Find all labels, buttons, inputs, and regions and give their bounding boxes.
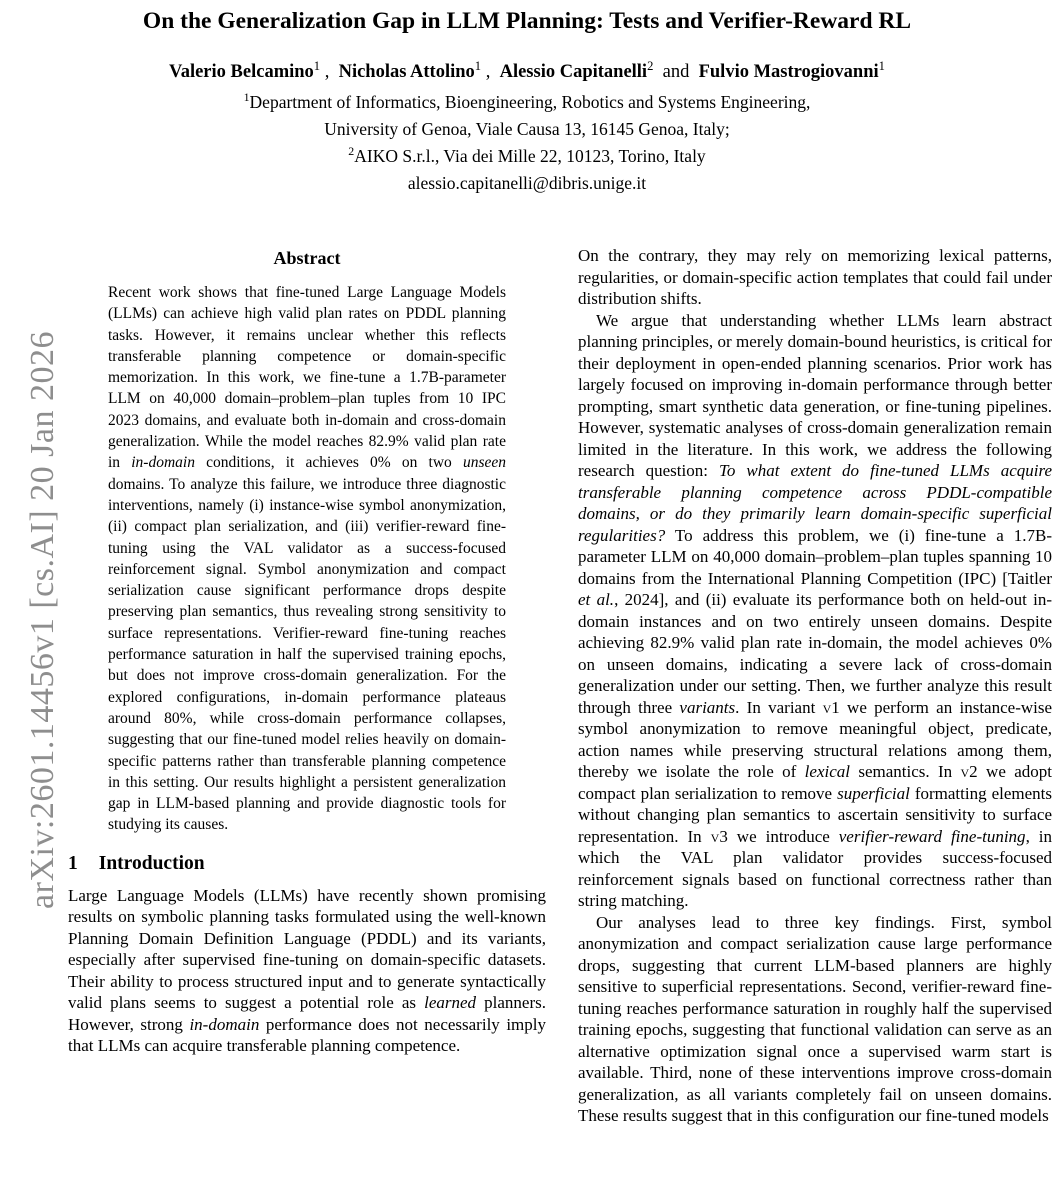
section-number: 1: [68, 852, 78, 874]
authors-line: Valerio Belcamino$^1$ , Nicholas Attolino$^1$ , Alessio Capitanelli$^2$ and Fulvio Mastrogiovanni$^1$: [169, 58, 885, 82]
paper-title: On the Generalization Gap in LLM Planning: Tests and Verifier-Reward RL: [142, 8, 912, 34]
affiliation-2: University of Genoa, Viale Causa 13, 16145 Genoa, Italy;: [324, 119, 730, 139]
contact-email: alessio.capitanelli@dibris.unige.it: [407, 173, 647, 193]
abstract-heading: Abstract: [273, 248, 341, 268]
arxiv-watermark: arXiv:2601.14456v1 [cs.AI] 20 Jan 2026: [24, 330, 61, 910]
paper-header: [0, 0, 1054, 197]
abstract-body: Recent work shows that fine-tuned Large Language Models (LLMs) can achieve high valid plan rates on PDDL planning tasks. However, it remains unclear whether this reflects transferable planning competence or domain-specific memorization. In this work, we fine-tune a 1.7B-parameter LLM on 40,000 domain–problem–plan tuples from 10 IPC 2023 domains, and evaluate both in-domain and cross-domain generalization. While the model reaches 82.9% valid plan rate in in-domain conditions, it achieves 0% on two unseen domains. To analyze this failure, we introduce three diagnostic interventions, namely (i) instance-wise symbol anonymization, (ii) compact plan serialization, and (iii) verifier-reward fine-tuning using the VAL validator as a success-focused reinforcement signal. Symbol anonymization and compact serialization cause significant performance drops despite preserving plan semantics, thus revealing strong sensitivity to surface representations. Verifier-reward fine-tuning reaches performance saturation in half the supervised training epochs, but does not improve cross-domain generalization. For the explored configurations, in-domain performance plateaus around 80%, while cross-domain performance collapses, suggesting that our fine-tuned model relies heavily on domain-specific patterns rather than transferable planning competence in this setting. Our results highlight a persistent generalization gap in LLM-based planning and provide diagnostic tools for studying its causes.: [108, 284, 506, 834]
affiliations-block: [0, 89, 1054, 197]
right-column: [578, 245, 1052, 1127]
section-heading-introduction: [68, 853, 546, 875]
section-title: Introduction: [98, 852, 205, 874]
two-column-body: [68, 245, 1052, 1127]
right-paragraph-2: We argue that understanding whether LLMs learn abstract planning principles, or merely domain-bound heuristics, is critical for their deployment in open-ended planning scenarios. Prior work has largely focused on improving in-domain performance through better prompting, smart synthetic data generation, or fine-tuning pipelines. However, systematic analyses of cross-domain generalization remain limited in the literature. In this work, we address the following research question: To what extent do fine-tuned LLMs acquire transferable planning competence across PDDL-compatible domains, or do they primarily learn domain-specific superficial regularities? To address this problem, we (i) fine-tune a 1.7B-parameter LLM on 40,000 domain–problem–plan tuples spanning 10 domains from the International Planning Competition (IPC) [Taitler et al., 2024], and (ii) evaluate its performance both on held-out in-domain instances and on two entirely unseen domains. Despite achieving 82.9% valid plan rate in-domain, the model achieves 0% on unseen domains, indicating a severe lack of cross-domain generalization under our setting. Then, we further analyze this result through three variants. In variant v1 we perform an instance-wise symbol anonymization to remove meaningful object, predicate, action names while preserving structural relations among them, thereby we isolate the role of lexical semantics. In v2 we adopt compact plan serialization to remove superficial formatting elements without changing plan semantics to ascertain sensitivity to surface representation. In v3 we introduce verifier-reward fine-tuning, in which the VAL plan validator provides success-focused reinforcement signals based on functional correctness rather than string matching.: [578, 310, 1053, 910]
left-column: [68, 245, 546, 1127]
right-paragraph-3: Our analyses lead to three key findings. First, symbol anonymization and compact serialization cause large performance drops, suggesting that current LLM-based planners are highly sensitive to superficial representations. Second, verifier-reward fine-tuning reaches performance saturation in roughly half the supervised training epochs, suggesting that functional validation can serve as an alternative optimization signal once a supervised warm start is available. Third, none of these interventions improve cross-domain generalization, as all variants completely fail on unseen domains. These results suggest that in this configuration our fine-tuned models: [578, 912, 1052, 1125]
affiliation-3: $^2$AIKO S.r.l., Via dei Mille 22, 10123, Torino, Italy: [348, 144, 706, 166]
affiliation-1: $^1$Department of Informatics, Bioengineering, Robotics and Systems Engineering,: [243, 90, 811, 112]
introduction-paragraph: Large Language Models (LLMs) have recently shown promising results on symbolic planning tasks formulated using the well-known Planning Domain Definition Language (PDDL) and its variants, especially after supervised fine-tuning on domain-specific datasets. Their ability to process structured input and to generate syntactically valid plans seems to suggest a potential role as learned planners. However, strong in-domain performance does not necessarily imply that LLMs can acquire transferable planning competence.: [68, 885, 546, 1056]
right-paragraph-1: On the contrary, they may rely on memorizing lexical patterns, regularities, or domain-specific action templates that could fail under distribution shifts.: [578, 246, 1052, 308]
